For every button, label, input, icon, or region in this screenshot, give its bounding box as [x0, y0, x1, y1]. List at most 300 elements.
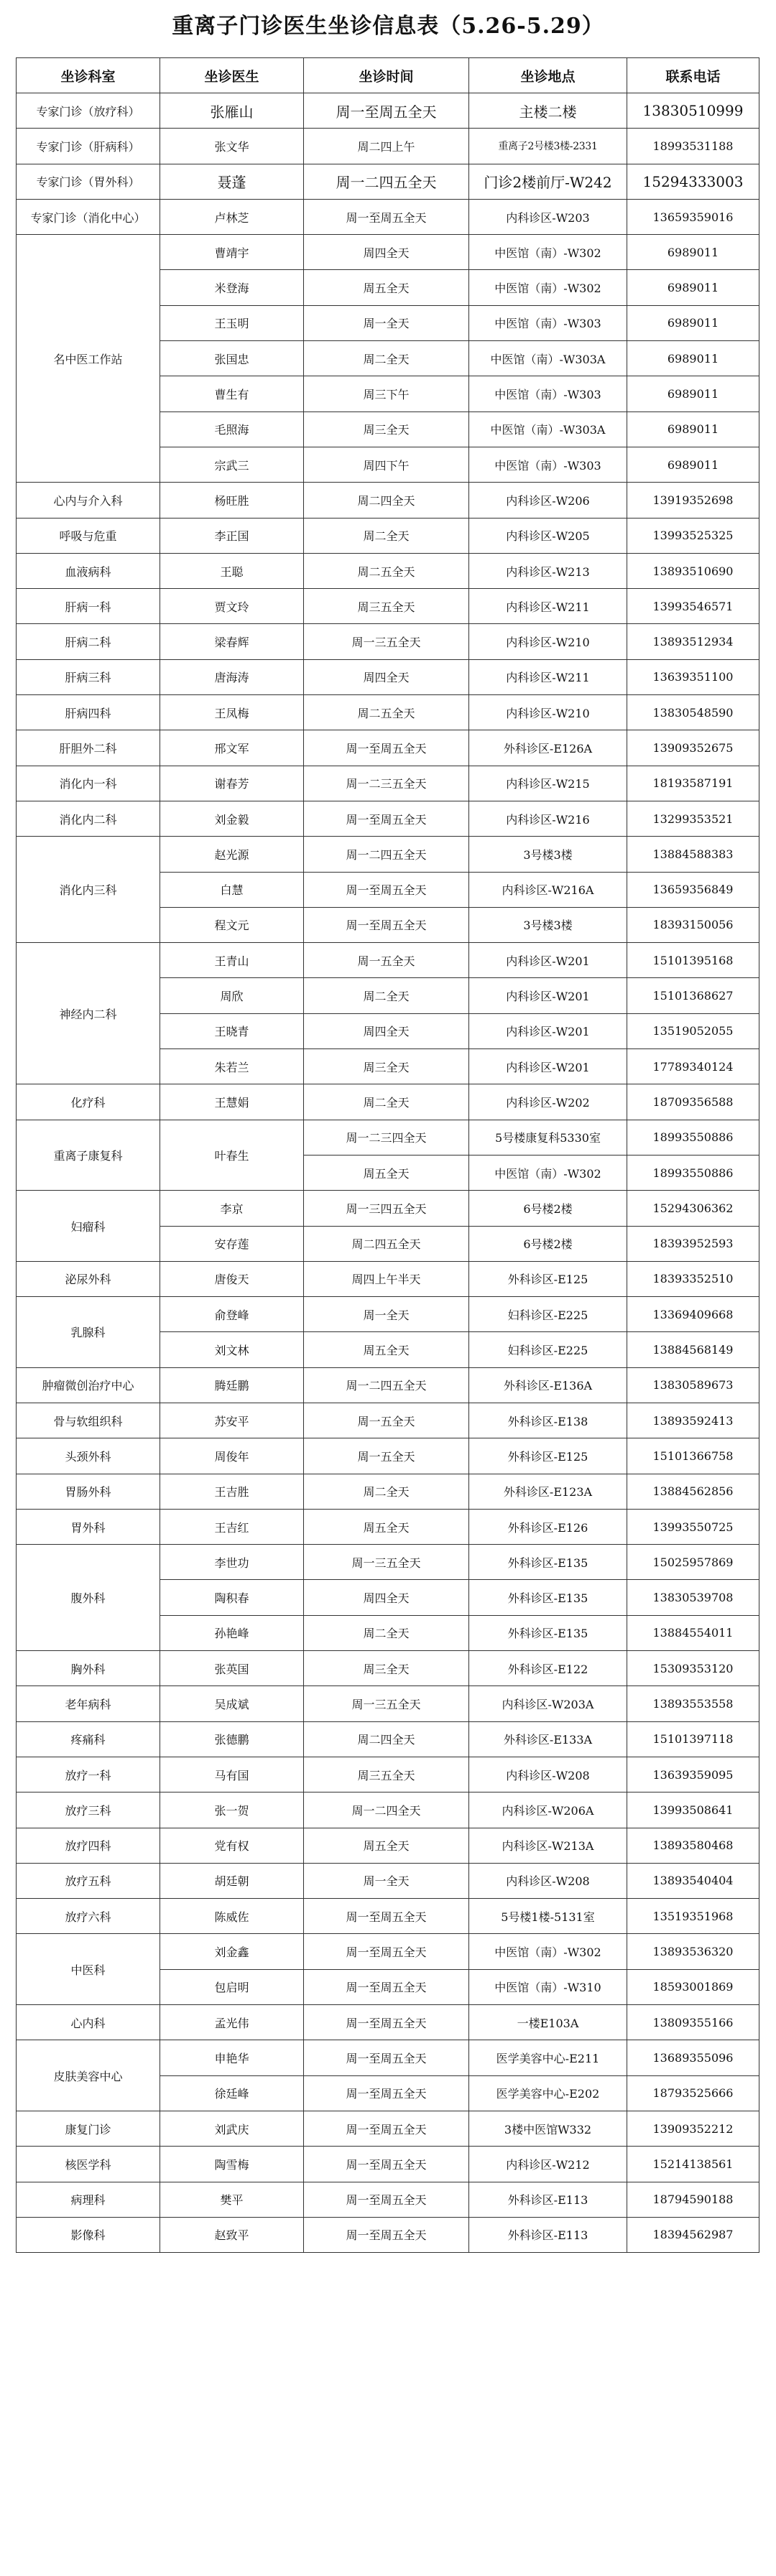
place-cell: 中医馆（南）-W303: [469, 447, 627, 482]
phone-cell: 13884568149: [627, 1332, 759, 1367]
time-cell: 周一三五全天: [304, 1686, 469, 1721]
table-row: [17, 1899, 759, 1934]
doctor-cell: 赵致平: [160, 2217, 304, 2252]
place-cell: 3号楼3楼: [469, 837, 627, 872]
time-cell: 周一二四全天: [304, 1792, 469, 1828]
doctor-cell: 朱若兰: [160, 1049, 304, 1084]
time-cell: 周一二三四全天: [304, 1120, 469, 1155]
time-cell: 周四全天: [304, 1013, 469, 1048]
doctor-cell: 贾文玲: [160, 589, 304, 624]
phone-cell: 13893510690: [627, 553, 759, 588]
header-place: 坐诊地点: [469, 58, 627, 93]
place-cell: 内科诊区-W205: [469, 518, 627, 553]
table-row: [17, 1438, 759, 1474]
table-row: [17, 801, 759, 836]
doctor-cell: 腾廷鹏: [160, 1367, 304, 1403]
table-row: [17, 518, 759, 553]
table-row: [17, 553, 759, 588]
doctor-cell: 李世功: [160, 1545, 304, 1580]
phone-cell: 13369409668: [627, 1297, 759, 1332]
doctor-cell: 李正国: [160, 518, 304, 553]
doctor-cell: 张雁山: [160, 93, 304, 129]
time-cell: 周三五全天: [304, 589, 469, 624]
time-cell: 周三全天: [304, 1049, 469, 1084]
place-cell: 内科诊区-W203: [469, 199, 627, 234]
table-row: [17, 1509, 759, 1544]
time-cell: 周一至周五全天: [304, 199, 469, 234]
place-cell: 中医馆（南）-W303: [469, 376, 627, 411]
phone-cell: 15214138561: [627, 2147, 759, 2182]
time-cell: 周一五全天: [304, 1403, 469, 1438]
doctor-cell: 包启明: [160, 1969, 304, 2004]
place-cell: 外科诊区-E135: [469, 1615, 627, 1650]
time-cell: 周二全天: [304, 1084, 469, 1120]
time-cell: 周三全天: [304, 411, 469, 447]
dept-cell: 重离子康复科: [17, 1120, 160, 1191]
time-cell: 周二五全天: [304, 553, 469, 588]
time-cell: 周二四上午: [304, 129, 469, 164]
doctor-cell: 王吉红: [160, 1509, 304, 1544]
place-cell: 内科诊区-W206A: [469, 1792, 627, 1828]
dept-cell: 消化内一科: [17, 766, 160, 801]
place-cell: 内科诊区-W213: [469, 553, 627, 588]
header-time: 坐诊时间: [304, 58, 469, 93]
dept-cell: 头颈外科: [17, 1438, 160, 1474]
place-cell: 内科诊区-W210: [469, 624, 627, 659]
phone-cell: 13809355166: [627, 2005, 759, 2040]
time-cell: 周三下午: [304, 376, 469, 411]
time-cell: 周一至周五全天: [304, 2075, 469, 2111]
time-cell: 周一三五全天: [304, 624, 469, 659]
place-cell: 外科诊区-E135: [469, 1545, 627, 1580]
place-cell: 外科诊区-E138: [469, 1403, 627, 1438]
phone-cell: 13893512934: [627, 624, 759, 659]
time-cell: 周一至周五全天: [304, 730, 469, 766]
doctor-cell: 叶春生: [160, 1120, 304, 1191]
table-row: [17, 1084, 759, 1120]
header-doctor: 坐诊医生: [160, 58, 304, 93]
doctor-cell: 赵光源: [160, 837, 304, 872]
place-cell: 内科诊区-W201: [469, 1013, 627, 1048]
table-row: [17, 589, 759, 624]
place-cell: 内科诊区-W215: [469, 766, 627, 801]
place-cell: 医学美容中心-E211: [469, 2040, 627, 2075]
table-row: [17, 695, 759, 730]
dept-cell: 皮肤美容中心: [17, 2040, 160, 2111]
place-cell: 内科诊区-W201: [469, 1049, 627, 1084]
table-row: [17, 1545, 759, 1580]
phone-cell: 18993550886: [627, 1155, 759, 1190]
header-phone: 联系电话: [627, 58, 759, 93]
phone-cell: 13893592413: [627, 1403, 759, 1438]
doctor-cell: 刘武庆: [160, 2111, 304, 2146]
place-cell: 妇科诊区-E225: [469, 1332, 627, 1367]
doctor-cell: 唐俊天: [160, 1261, 304, 1296]
dept-cell: 呼吸与危重: [17, 518, 160, 553]
place-cell: 中医馆（南）-W310: [469, 1969, 627, 2004]
doctor-cell: 程文元: [160, 907, 304, 942]
time-cell: 周一二四五全天: [304, 1367, 469, 1403]
doctor-cell: 王凤梅: [160, 695, 304, 730]
phone-cell: 13830589673: [627, 1367, 759, 1403]
table-row: [17, 2005, 759, 2040]
doctor-cell: 张文华: [160, 129, 304, 164]
phone-cell: 13893580468: [627, 1828, 759, 1863]
table-row: [17, 1191, 759, 1226]
doctor-cell: 王慧娟: [160, 1084, 304, 1120]
dept-cell: 肝病二科: [17, 624, 160, 659]
phone-cell: 18193587191: [627, 766, 759, 801]
schedule-body: [17, 93, 759, 2253]
dept-cell: 放疗五科: [17, 1863, 160, 1898]
time-cell: 周五全天: [304, 1828, 469, 1863]
place-cell: 中医馆（南）-W302: [469, 270, 627, 305]
phone-cell: 13659356849: [627, 872, 759, 907]
place-cell: 中医馆（南）-W302: [469, 235, 627, 270]
dept-cell: 放疗四科: [17, 1828, 160, 1863]
dept-cell: 腹外科: [17, 1545, 160, 1651]
phone-cell: 15101368627: [627, 978, 759, 1013]
dept-cell: 放疗一科: [17, 1757, 160, 1792]
phone-cell: 6989011: [627, 235, 759, 270]
table-row: [17, 1120, 759, 1155]
place-cell: 内科诊区-W211: [469, 659, 627, 694]
phone-cell: 13884562856: [627, 1474, 759, 1509]
doctor-cell: 王晓青: [160, 1013, 304, 1048]
doctor-cell: 邢文军: [160, 730, 304, 766]
doctor-cell: 陶雪梅: [160, 2147, 304, 2182]
time-cell: 周五全天: [304, 1509, 469, 1544]
time-cell: 周一至周五全天: [304, 1934, 469, 1969]
table-row: [17, 1474, 759, 1509]
header-dept: 坐诊科室: [17, 58, 160, 93]
table-row: [17, 93, 759, 129]
dept-cell: 中医科: [17, 1934, 160, 2005]
place-cell: 内科诊区-W210: [469, 695, 627, 730]
place-cell: 外科诊区-E125: [469, 1261, 627, 1296]
phone-cell: 6989011: [627, 270, 759, 305]
table-row: [17, 483, 759, 518]
time-cell: 周一至周五全天: [304, 93, 469, 129]
dept-cell: 专家门诊（胃外科）: [17, 164, 160, 199]
doctor-cell: 王玉明: [160, 305, 304, 340]
doctor-cell: 俞登峰: [160, 1297, 304, 1332]
time-cell: 周二四全天: [304, 483, 469, 518]
time-cell: 周二全天: [304, 978, 469, 1013]
place-cell: 重离子2号楼3楼-2331: [469, 129, 627, 164]
time-cell: 周二全天: [304, 518, 469, 553]
doctor-cell: 刘金鑫: [160, 1934, 304, 1969]
phone-cell: 17789340124: [627, 1049, 759, 1084]
time-cell: 周四全天: [304, 1580, 469, 1615]
phone-cell: 18794590188: [627, 2182, 759, 2217]
phone-cell: 13830539708: [627, 1580, 759, 1615]
place-cell: 外科诊区-E133A: [469, 1721, 627, 1757]
time-cell: 周一至周五全天: [304, 1969, 469, 2004]
place-cell: 内科诊区-W201: [469, 943, 627, 978]
place-cell: 外科诊区-E126A: [469, 730, 627, 766]
place-cell: 外科诊区-E113: [469, 2182, 627, 2217]
phone-cell: 13519052055: [627, 1013, 759, 1048]
phone-cell: 18709356588: [627, 1084, 759, 1120]
dept-cell: 康复门诊: [17, 2111, 160, 2146]
doctor-cell: 卢林芝: [160, 199, 304, 234]
place-cell: 6号楼2楼: [469, 1226, 627, 1261]
place-cell: 3号楼3楼: [469, 907, 627, 942]
dept-cell: 泌尿外科: [17, 1261, 160, 1296]
phone-cell: 13519351968: [627, 1899, 759, 1934]
doctor-cell: 曹生有: [160, 376, 304, 411]
phone-cell: 18793525666: [627, 2075, 759, 2111]
doctor-cell: 孙艳峰: [160, 1615, 304, 1650]
time-cell: 周二全天: [304, 341, 469, 376]
time-cell: 周一至周五全天: [304, 2182, 469, 2217]
dept-cell: 消化内三科: [17, 837, 160, 943]
table-row: [17, 2111, 759, 2146]
time-cell: 周一至周五全天: [304, 2217, 469, 2252]
time-cell: 周一全天: [304, 1297, 469, 1332]
phone-cell: 15294306362: [627, 1191, 759, 1226]
phone-cell: 13884554011: [627, 1615, 759, 1650]
doctor-cell: 吴成斌: [160, 1686, 304, 1721]
place-cell: 内科诊区-W206: [469, 483, 627, 518]
place-cell: 内科诊区-W208: [469, 1863, 627, 1898]
schedule-table: [16, 57, 759, 2253]
doctor-cell: 米登海: [160, 270, 304, 305]
doctor-cell: 陈威佐: [160, 1899, 304, 1934]
doctor-cell: 张国忠: [160, 341, 304, 376]
phone-cell: 13909352675: [627, 730, 759, 766]
table-row: [17, 1757, 759, 1792]
doctor-cell: 胡廷朝: [160, 1863, 304, 1898]
phone-cell: 13830548590: [627, 695, 759, 730]
doctor-cell: 张英国: [160, 1651, 304, 1686]
dept-cell: 核医学科: [17, 2147, 160, 2182]
place-cell: 内科诊区-W201: [469, 978, 627, 1013]
dept-cell: 消化内二科: [17, 801, 160, 836]
phone-cell: 18993550886: [627, 1120, 759, 1155]
place-cell: 中医馆（南）-W303: [469, 305, 627, 340]
dept-cell: 肝病三科: [17, 659, 160, 694]
time-cell: 周一二四五全天: [304, 164, 469, 199]
doctor-cell: 宗武三: [160, 447, 304, 482]
time-cell: 周二全天: [304, 1474, 469, 1509]
time-cell: 周二四全天: [304, 1721, 469, 1757]
time-cell: 周一至周五全天: [304, 2147, 469, 2182]
time-cell: 周一五全天: [304, 943, 469, 978]
table-row: [17, 1828, 759, 1863]
table-row: [17, 1403, 759, 1438]
phone-cell: 13993546571: [627, 589, 759, 624]
dept-cell: 专家门诊（消化中心）: [17, 199, 160, 234]
header-row: [17, 58, 759, 93]
place-cell: 外科诊区-E126: [469, 1509, 627, 1544]
doctor-cell: 毛照海: [160, 411, 304, 447]
phone-cell: 13893536320: [627, 1934, 759, 1969]
table-row: [17, 129, 759, 164]
time-cell: 周一至周五全天: [304, 2005, 469, 2040]
phone-cell: 13639351100: [627, 659, 759, 694]
phone-cell: 15101395168: [627, 943, 759, 978]
table-row: [17, 1721, 759, 1757]
time-cell: 周二四五全天: [304, 1226, 469, 1261]
doctor-cell: 白慧: [160, 872, 304, 907]
time-cell: 周一至周五全天: [304, 2111, 469, 2146]
table-row: [17, 1651, 759, 1686]
place-cell: 5号楼康复科5330室: [469, 1120, 627, 1155]
dept-cell: 肝病一科: [17, 589, 160, 624]
time-cell: 周三五全天: [304, 1757, 469, 1792]
phone-cell: 15309353120: [627, 1651, 759, 1686]
phone-cell: 13884588383: [627, 837, 759, 872]
phone-cell: 15101397118: [627, 1721, 759, 1757]
phone-cell: 18593001869: [627, 1969, 759, 2004]
time-cell: 周一至周五全天: [304, 801, 469, 836]
dept-cell: 影像科: [17, 2217, 160, 2252]
place-cell: 外科诊区-E136A: [469, 1367, 627, 1403]
place-cell: 外科诊区-E123A: [469, 1474, 627, 1509]
place-cell: 门诊2楼前厅-W242: [469, 164, 627, 199]
phone-cell: 15101366758: [627, 1438, 759, 1474]
doctor-cell: 安存莲: [160, 1226, 304, 1261]
place-cell: 内科诊区-W216: [469, 801, 627, 836]
phone-cell: 13639359095: [627, 1757, 759, 1792]
phone-cell: 13993525325: [627, 518, 759, 553]
time-cell: 周一全天: [304, 305, 469, 340]
place-cell: 3楼中医馆W332: [469, 2111, 627, 2146]
phone-cell: 18993531188: [627, 129, 759, 164]
place-cell: 内科诊区-W208: [469, 1757, 627, 1792]
doctor-cell: 周欣: [160, 978, 304, 1013]
phone-cell: 6989011: [627, 411, 759, 447]
place-cell: 外科诊区-E125: [469, 1438, 627, 1474]
table-row: [17, 943, 759, 978]
place-cell: 中医馆（南）-W303A: [469, 341, 627, 376]
dept-cell: 老年病科: [17, 1686, 160, 1721]
doctor-cell: 唐海涛: [160, 659, 304, 694]
place-cell: 内科诊区-W203A: [469, 1686, 627, 1721]
dept-cell: 疼痛科: [17, 1721, 160, 1757]
dept-cell: 放疗三科: [17, 1792, 160, 1828]
doctor-cell: 谢春芳: [160, 766, 304, 801]
doctor-cell: 刘文林: [160, 1332, 304, 1367]
phone-cell: 6989011: [627, 376, 759, 411]
time-cell: 周一三五全天: [304, 1545, 469, 1580]
table-row: [17, 2147, 759, 2182]
table-row: [17, 837, 759, 872]
table-row: [17, 1686, 759, 1721]
table-row: [17, 164, 759, 199]
phone-cell: 6989011: [627, 341, 759, 376]
dept-cell: 化疗科: [17, 1084, 160, 1120]
dept-cell: 心内科: [17, 2005, 160, 2040]
time-cell: 周四全天: [304, 235, 469, 270]
time-cell: 周一至周五全天: [304, 872, 469, 907]
place-cell: 内科诊区-W213A: [469, 1828, 627, 1863]
doctor-cell: 曹靖宇: [160, 235, 304, 270]
doctor-cell: 梁春辉: [160, 624, 304, 659]
table-row: [17, 659, 759, 694]
time-cell: 周五全天: [304, 270, 469, 305]
place-cell: 中医馆（南）-W302: [469, 1155, 627, 1190]
doctor-cell: 王聪: [160, 553, 304, 588]
time-cell: 周五全天: [304, 1332, 469, 1367]
place-cell: 6号楼2楼: [469, 1191, 627, 1226]
dept-cell: 胃外科: [17, 1509, 160, 1544]
doctor-cell: 杨旺胜: [160, 483, 304, 518]
doctor-cell: 樊平: [160, 2182, 304, 2217]
doctor-cell: 周俊年: [160, 1438, 304, 1474]
phone-cell: 15294333003: [627, 164, 759, 199]
table-row: [17, 1934, 759, 1969]
dept-cell: 血液病科: [17, 553, 160, 588]
phone-cell: 13299353521: [627, 801, 759, 836]
dept-cell: 病理科: [17, 2182, 160, 2217]
phone-cell: 13993550725: [627, 1509, 759, 1544]
doctor-cell: 马有国: [160, 1757, 304, 1792]
dept-cell: 肝病四科: [17, 695, 160, 730]
doctor-cell: 申艳华: [160, 2040, 304, 2075]
place-cell: 外科诊区-E122: [469, 1651, 627, 1686]
phone-cell: 13659359016: [627, 199, 759, 234]
table-row: [17, 235, 759, 270]
table-row: [17, 2217, 759, 2252]
dept-cell: 骨与软组织科: [17, 1403, 160, 1438]
phone-cell: 18393150056: [627, 907, 759, 942]
doctor-cell: 李京: [160, 1191, 304, 1226]
dept-cell: 专家门诊（肝病科）: [17, 129, 160, 164]
table-row: [17, 2182, 759, 2217]
time-cell: 周二全天: [304, 1615, 469, 1650]
dept-cell: 乳腺科: [17, 1297, 160, 1368]
time-cell: 周一二三五全天: [304, 766, 469, 801]
time-cell: 周四全天: [304, 659, 469, 694]
table-row: [17, 1367, 759, 1403]
place-cell: 内科诊区-W202: [469, 1084, 627, 1120]
phone-cell: 13993508641: [627, 1792, 759, 1828]
dept-cell: 肝胆外二科: [17, 730, 160, 766]
place-cell: 内科诊区-W212: [469, 2147, 627, 2182]
time-cell: 周一五全天: [304, 1438, 469, 1474]
table-row: [17, 766, 759, 801]
time-cell: 周五全天: [304, 1155, 469, 1190]
place-cell: 5号楼1楼-5131室: [469, 1899, 627, 1934]
time-cell: 周一全天: [304, 1863, 469, 1898]
table-row: [17, 1297, 759, 1332]
place-cell: 中医馆（南）-W303A: [469, 411, 627, 447]
doctor-cell: 苏安平: [160, 1403, 304, 1438]
place-cell: 中医馆（南）-W302: [469, 1934, 627, 1969]
time-cell: 周四下午: [304, 447, 469, 482]
phone-cell: 18394562987: [627, 2217, 759, 2252]
table-row: [17, 2040, 759, 2075]
doctor-cell: 张一贺: [160, 1792, 304, 1828]
time-cell: 周一二四五全天: [304, 837, 469, 872]
time-cell: 周四上午半天: [304, 1261, 469, 1296]
doctor-cell: 党有权: [160, 1828, 304, 1863]
table-row: [17, 1261, 759, 1296]
table-row: [17, 1792, 759, 1828]
place-cell: 内科诊区-W211: [469, 589, 627, 624]
doctor-cell: 张德鹏: [160, 1721, 304, 1757]
phone-cell: 13689355096: [627, 2040, 759, 2075]
phone-cell: 18393352510: [627, 1261, 759, 1296]
place-cell: 妇科诊区-E225: [469, 1297, 627, 1332]
dept-cell: 胸外科: [17, 1651, 160, 1686]
dept-cell: 神经内二科: [17, 943, 160, 1084]
phone-cell: 13919352698: [627, 483, 759, 518]
dept-cell: 专家门诊（放疗科）: [17, 93, 160, 129]
